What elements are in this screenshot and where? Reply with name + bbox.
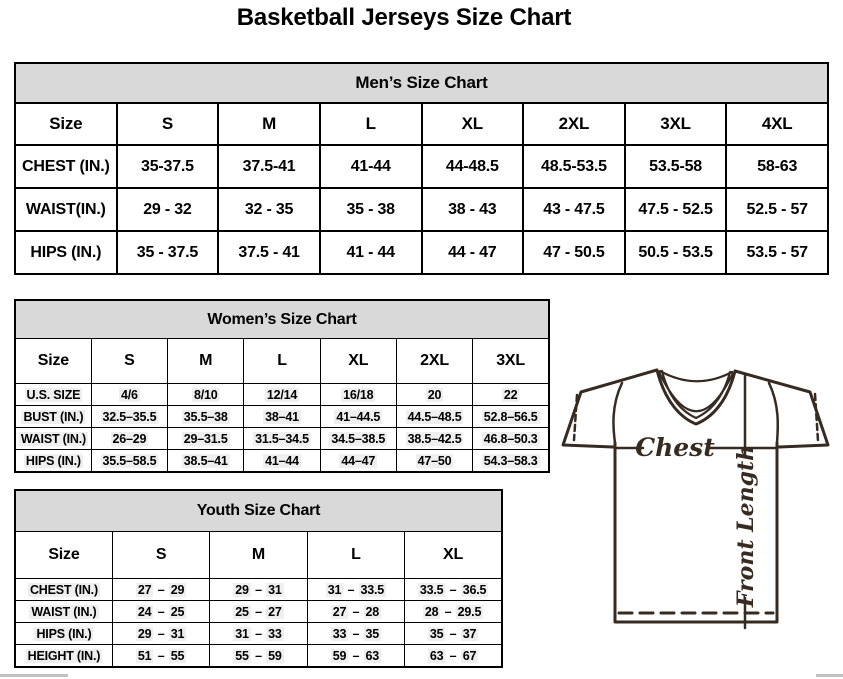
size-value: 27 [332, 604, 347, 619]
size-value: 32.5–35.5 [102, 409, 157, 424]
size-value: 29–31.5 [183, 431, 228, 446]
range-dash: – [154, 582, 168, 597]
size-value: 38–41 [265, 409, 299, 424]
table-row [15, 450, 549, 473]
size-value: 47.5 - 52.5 [638, 200, 713, 218]
size-value: 31 [235, 626, 249, 641]
page-title: Basketball Jerseys Size Chart [236, 4, 572, 31]
size-value-cell [405, 623, 502, 645]
range-dash: – [154, 626, 168, 641]
size-value-cell [726, 145, 828, 188]
size-value-cell [218, 145, 320, 188]
table-header-row [15, 103, 828, 145]
size-value: 48.5-53.5 [541, 157, 607, 175]
range-dash: – [349, 626, 363, 641]
table-row [15, 601, 502, 623]
size-value: 28 [424, 604, 439, 619]
size-value: 41–44.5 [336, 409, 381, 424]
column-header: Size [15, 103, 117, 145]
size-value-cell [117, 188, 219, 231]
column-header: M [218, 103, 320, 145]
size-value: WAIST (IN.) [20, 431, 86, 446]
jersey-collar-arc-inner [659, 372, 733, 411]
column-header: L [244, 339, 320, 384]
range-dash: – [349, 648, 363, 663]
size-value: 31 [170, 626, 185, 641]
size-value: 52.5 - 57 [746, 200, 808, 218]
size-value: 44-48.5 [445, 157, 499, 175]
size-value-cell [112, 579, 209, 601]
size-value-cell [320, 384, 396, 406]
column-header: S [91, 339, 167, 384]
range-dash: – [441, 604, 455, 619]
size-value-cell [396, 384, 472, 406]
size-value: 29 [235, 582, 249, 597]
column-header: L [320, 103, 422, 145]
size-value-cell [168, 384, 244, 406]
size-value: 41-44 [350, 157, 391, 175]
size-value: 38.5–42.5 [407, 431, 462, 446]
size-value: 35 - 37.5 [136, 243, 199, 261]
size-value: 63 [365, 648, 380, 663]
range-dash: – [446, 582, 460, 597]
size-value: 47 - 50.5 [543, 243, 605, 261]
column-header: L [307, 532, 404, 579]
table-row [15, 579, 502, 601]
size-value: BUST (IN.) [23, 409, 84, 424]
size-value: WAIST (IN.) [31, 604, 97, 619]
column-header: S [117, 103, 219, 145]
size-value-cell [523, 231, 625, 274]
column-header: M [210, 532, 307, 579]
size-value-cell [210, 579, 307, 601]
size-value-cell [244, 384, 320, 406]
size-value-cell [244, 450, 320, 473]
size-value: 47–50 [417, 453, 452, 468]
size-value-cell [320, 188, 422, 231]
size-value-cell [405, 645, 502, 668]
size-value-cell [218, 231, 320, 274]
size-value: 58-63 [757, 157, 798, 175]
size-value: 4/6 [121, 387, 138, 402]
range-dash: – [251, 582, 266, 597]
table-row [15, 623, 502, 645]
size-value: 35 [365, 626, 380, 641]
column-header: 4XL [726, 103, 828, 145]
size-value: 50.5 - 53.5 [638, 243, 713, 261]
size-value: 35.5–38 [183, 409, 228, 424]
size-value: 37.5 - 41 [238, 243, 300, 261]
size-value: 51 [137, 648, 152, 663]
size-value: U.S. SIZE [26, 387, 81, 402]
size-value-cell [473, 406, 549, 428]
size-value: 33.5 [360, 582, 385, 597]
size-value-cell [625, 231, 727, 274]
size-value-cell [422, 145, 524, 188]
column-header: Size [15, 532, 112, 579]
size-value-cell [307, 579, 404, 601]
size-value: 29 [170, 582, 185, 597]
size-value-cell [405, 579, 502, 601]
size-value-cell [91, 406, 167, 428]
size-value: 31.5–34.5 [255, 431, 309, 446]
jersey-cuff-dash-right [815, 394, 818, 441]
table-title: Men’s Size Chart [15, 63, 828, 103]
size-value-cell [405, 601, 502, 623]
size-value: 38.5–41 [183, 453, 228, 468]
size-value-cell [726, 188, 828, 231]
range-dash: – [251, 626, 266, 641]
range-dash: – [349, 604, 363, 619]
front-length-label: Front Length [733, 444, 759, 608]
size-value-cell [320, 428, 396, 450]
size-table [14, 62, 829, 275]
column-header: M [168, 339, 244, 384]
size-value-cell [210, 601, 307, 623]
size-value: HIPS (IN.) [25, 453, 81, 468]
size-value-cell [473, 428, 549, 450]
size-value-cell [117, 145, 219, 188]
row-label [15, 645, 112, 668]
size-value: 41–44 [265, 453, 299, 468]
size-value-cell [112, 645, 209, 668]
table-title: Youth Size Chart [15, 490, 502, 532]
column-header: S [112, 532, 209, 579]
size-value: 16/18 [343, 387, 374, 402]
jersey-cuff-dash-left [574, 395, 577, 440]
size-value-cell [422, 231, 524, 274]
size-value-cell [523, 145, 625, 188]
jersey-measurement-diagram [553, 358, 843, 678]
size-value: 29.5 [457, 604, 482, 619]
range-dash: – [154, 604, 168, 619]
jersey-sleeve-seam-left [613, 383, 622, 443]
size-value: 35 - 38 [346, 200, 395, 218]
size-value: 46.8–50.3 [483, 431, 538, 446]
size-value: 8/10 [193, 387, 218, 402]
row-label [15, 384, 91, 406]
size-value: 20 [427, 387, 442, 402]
size-value-cell [168, 428, 244, 450]
table-row [15, 384, 549, 406]
row-label [15, 579, 112, 601]
table-row [15, 231, 828, 274]
size-value-cell [307, 623, 404, 645]
size-value-cell [625, 145, 727, 188]
table-row [15, 645, 502, 668]
jersey-outline-right [735, 371, 828, 447]
horizontal-scrollbar-thumb-left[interactable] [0, 674, 68, 677]
size-value-cell [112, 601, 209, 623]
table-header-row [15, 532, 502, 579]
size-value-cell [307, 601, 404, 623]
size-value: 25 [235, 604, 249, 619]
size-value: HIPS (IN.) [36, 626, 92, 641]
size-value: 55 [170, 648, 185, 663]
row-label [15, 188, 117, 231]
size-table [14, 489, 503, 668]
jersey-sleeve-seam-right [769, 383, 778, 443]
size-value: WAIST(IN.) [25, 200, 106, 218]
size-value: 33.5 [419, 582, 444, 597]
size-value: CHEST (IN.) [22, 157, 110, 175]
size-value: 37.5-41 [242, 157, 296, 175]
size-value-cell [117, 231, 219, 274]
size-value: 59 [268, 648, 282, 663]
size-value: 44–47 [341, 453, 376, 468]
size-value-cell [91, 450, 167, 473]
horizontal-scrollbar-thumb-right[interactable] [816, 674, 843, 677]
size-value-cell [244, 428, 320, 450]
size-value-cell [91, 384, 167, 406]
row-label [15, 623, 112, 645]
size-value: 31 [268, 582, 282, 597]
size-value-cell [320, 450, 396, 473]
size-value: 53.5-58 [649, 157, 702, 175]
jersey-collar-arc-back [660, 371, 732, 381]
size-value-cell [218, 188, 320, 231]
size-value: 24 [137, 604, 152, 619]
size-value: 29 [137, 626, 152, 641]
size-value-cell [168, 406, 244, 428]
size-value: 55 [235, 648, 249, 663]
size-value: HEIGHT (IN.) [27, 648, 101, 663]
size-value: 12/14 [266, 387, 298, 402]
size-value: 22 [503, 387, 518, 402]
size-value: 27 [137, 582, 152, 597]
column-header: 3XL [473, 339, 549, 384]
row-label [15, 428, 91, 450]
size-value-cell [473, 384, 549, 406]
size-value: 53.5 - 57 [746, 243, 808, 261]
range-dash: – [446, 648, 460, 663]
column-header: XL [320, 339, 396, 384]
size-value: 63 [429, 648, 444, 663]
size-value: 35 [429, 626, 444, 641]
size-value-cell [726, 231, 828, 274]
youth-size-chart-table [14, 489, 503, 668]
row-label [15, 145, 117, 188]
range-dash: – [344, 582, 358, 597]
size-value: 43 - 47.5 [543, 200, 605, 218]
range-dash: – [446, 626, 460, 641]
size-value: 34.5–38.5 [331, 431, 386, 446]
size-value-cell [396, 406, 472, 428]
size-value: 35.5–58.5 [102, 453, 157, 468]
column-header: Size [15, 339, 91, 384]
size-value-cell [320, 145, 422, 188]
range-dash: – [251, 648, 266, 663]
size-value-cell [422, 188, 524, 231]
size-value-cell [307, 645, 404, 668]
column-header: 2XL [396, 339, 472, 384]
column-header: XL [405, 532, 502, 579]
jersey-vneck-outer [657, 370, 735, 424]
size-value: CHEST (IN.) [29, 582, 98, 597]
size-value: 59 [332, 648, 347, 663]
size-value-cell [320, 231, 422, 274]
range-dash: – [154, 648, 168, 663]
chest-label: Chest [635, 433, 715, 462]
size-value-cell [112, 623, 209, 645]
row-label [15, 450, 91, 473]
size-value-cell [210, 623, 307, 645]
size-value: 54.3–58.3 [483, 453, 538, 468]
size-value: 38 - 43 [448, 200, 497, 218]
table-row [15, 428, 549, 450]
column-header: 3XL [625, 103, 727, 145]
table-title: Women’s Size Chart [15, 300, 549, 339]
size-value: 37 [462, 626, 477, 641]
mens-size-chart-table [14, 62, 829, 275]
size-value: 67 [462, 648, 477, 663]
table-row [15, 145, 828, 188]
row-label [15, 406, 91, 428]
size-value: 29 - 32 [143, 200, 192, 218]
size-value: 44 - 47 [448, 243, 497, 261]
womens-size-chart-table [14, 299, 550, 473]
row-label [15, 601, 112, 623]
size-value-cell [396, 450, 472, 473]
size-value: 27 [268, 604, 282, 619]
size-value: 33 [268, 626, 282, 641]
table-header-row [15, 339, 549, 384]
size-value-cell [168, 450, 244, 473]
column-header: XL [422, 103, 524, 145]
size-value: 33 [332, 626, 347, 641]
size-value: 28 [365, 604, 380, 619]
size-value: HIPS (IN.) [30, 243, 102, 261]
table-row [15, 406, 549, 428]
table-row [15, 188, 828, 231]
size-value: 35-37.5 [141, 157, 194, 175]
size-value: 25 [170, 604, 185, 619]
size-value-cell [91, 428, 167, 450]
column-header: 2XL [523, 103, 625, 145]
size-value: 52.8–56.5 [483, 409, 538, 424]
size-value: 41 - 44 [346, 243, 395, 261]
range-dash: – [251, 604, 266, 619]
size-value: 44.5–48.5 [407, 409, 462, 424]
row-label [15, 231, 117, 274]
size-value-cell [320, 406, 396, 428]
size-value: 36.5 [462, 582, 487, 597]
size-value: 31 [327, 582, 342, 597]
size-value-cell [625, 188, 727, 231]
size-table [14, 299, 550, 473]
size-value: 26–29 [112, 431, 147, 446]
size-value-cell [244, 406, 320, 428]
size-value-cell [523, 188, 625, 231]
size-value-cell [396, 428, 472, 450]
size-value: 32 - 35 [244, 200, 294, 218]
size-value-cell [210, 645, 307, 668]
size-value-cell [473, 450, 549, 473]
